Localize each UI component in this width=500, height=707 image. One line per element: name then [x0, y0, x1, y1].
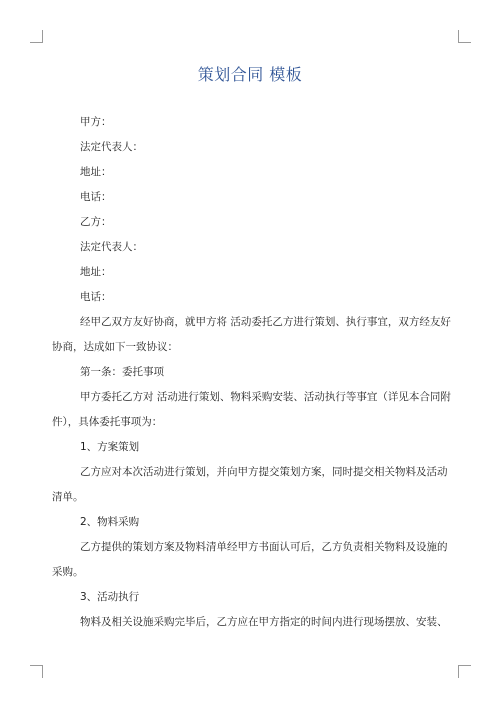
- item-3-heading: 3、活动执行: [80, 591, 140, 603]
- party-b-address-label: 地址：: [80, 266, 112, 278]
- article-1-line-2: 件），具体委托事项为：: [52, 416, 163, 428]
- party-a-representative-label: 法定代表人：: [80, 141, 143, 153]
- party-b-representative-label: 法定代表人：: [80, 241, 143, 253]
- item-3-line-1: 物料及相关设施采购完毕后，乙方应在甲方指定的时间内进行现场摆放、安装、: [80, 616, 448, 628]
- margin-mark-top-left: [30, 30, 43, 43]
- document-title: 策划合同 模板: [197, 65, 303, 84]
- party-b-phone-label: 电话：: [80, 291, 112, 303]
- document-body: [52, 110, 455, 635]
- party-a-phone-label: 电话：: [80, 191, 112, 203]
- intro-line-1: 经甲乙双方友好协商，就甲方将 活动委托乙方进行策划、执行事宜，双方经友好: [80, 316, 451, 328]
- item-2-line-1: 乙方提供的策划方案及物料清单经甲方书面认可后，乙方负责相关物料及设施的: [80, 541, 448, 553]
- party-b-label: 乙方：: [80, 216, 112, 228]
- party-a-label: 甲方：: [80, 116, 112, 128]
- article-1-line-1: 甲方委托乙方对 活动进行策划、物料采购安装、活动执行等事宜（详见本合同附: [80, 391, 451, 403]
- item-1-heading: 1、方案策划: [80, 441, 140, 453]
- item-2-heading: 2、物料采购: [80, 516, 140, 528]
- party-a-address-label: 地址：: [80, 166, 112, 178]
- item-1-line-2: 清单。: [52, 491, 84, 503]
- item-2-line-2: 采购。: [52, 566, 84, 578]
- item-1-paragraph: [52, 460, 455, 510]
- intro-line-2: 协商，达成如下一致协议：: [52, 341, 178, 353]
- margin-mark-bottom-right: [458, 665, 471, 678]
- intro-paragraph: [52, 310, 455, 360]
- item-3-paragraph: [80, 610, 455, 635]
- item-2-paragraph: [52, 535, 455, 585]
- item-1-line-1: 乙方应对本次活动进行策划，并向甲方提交策划方案，同时提交相关物料及活动: [80, 466, 448, 478]
- margin-mark-bottom-left: [30, 665, 43, 678]
- margin-mark-top-right: [458, 30, 471, 43]
- article-1-paragraph: [52, 385, 455, 435]
- article-1-heading: 第一条：委托事项: [80, 366, 164, 378]
